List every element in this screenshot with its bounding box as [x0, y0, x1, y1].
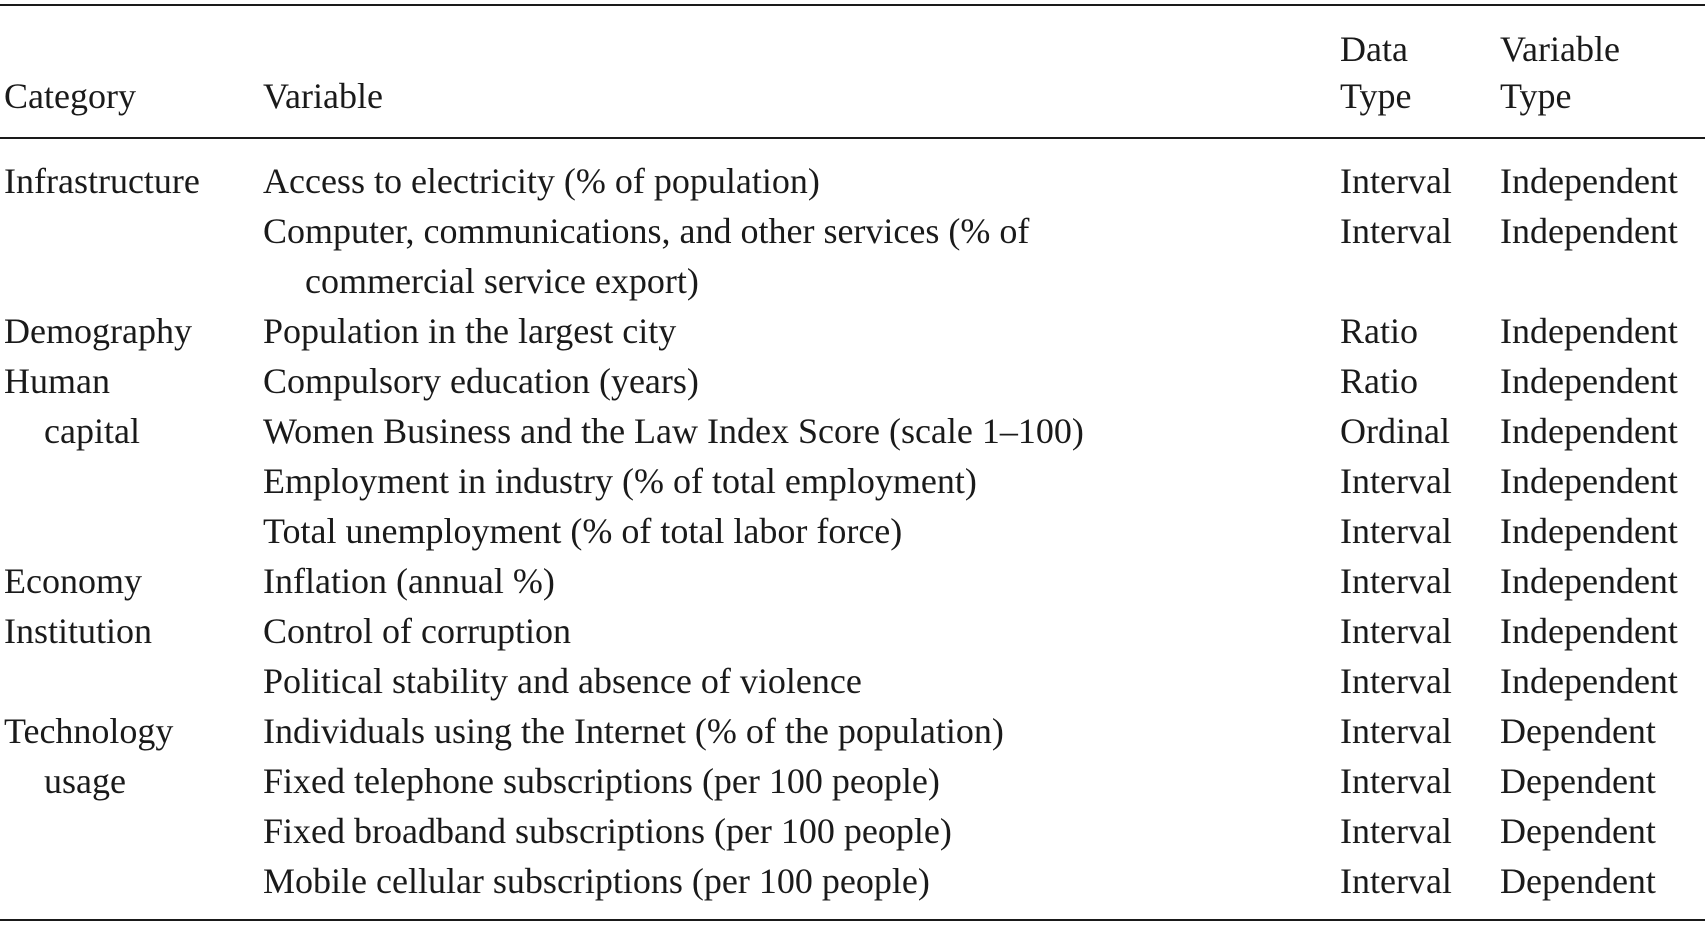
header-variable: Variable	[263, 76, 383, 116]
row-data-type: Interval	[1340, 161, 1452, 201]
row-variable: Individuals using the Internet (% of the population)	[263, 711, 1004, 751]
row-data-type: Interval	[1340, 511, 1452, 551]
table-bottom-rule	[0, 919, 1705, 921]
row-variable-type: Dependent	[1500, 761, 1656, 801]
row-category: Infrastructure	[4, 161, 200, 201]
row-data-type: Interval	[1340, 711, 1452, 751]
row-data-type: Ratio	[1340, 311, 1418, 351]
header-category: Category	[4, 76, 136, 116]
header-variable-type-line1: Variable	[1500, 29, 1620, 69]
row-variable-type: Dependent	[1500, 711, 1656, 751]
row-data-type: Interval	[1340, 211, 1452, 251]
row-data-type: Interval	[1340, 661, 1452, 701]
row-variable-type: Independent	[1500, 461, 1678, 501]
row-variable-type: Independent	[1500, 211, 1678, 251]
table-header-rule	[0, 137, 1705, 139]
row-variable: Population in the largest city	[263, 311, 677, 351]
row-variable-type: Independent	[1500, 361, 1678, 401]
row-variable-type: Independent	[1500, 311, 1678, 351]
row-variable-type: Dependent	[1500, 811, 1656, 851]
row-variable: Access to electricity (% of population)	[263, 161, 820, 201]
row-data-type: Interval	[1340, 561, 1452, 601]
row-variable: Employment in industry (% of total employment)	[263, 461, 977, 501]
row-category: Demography	[4, 311, 192, 351]
header-data-type-line1: Data	[1340, 29, 1408, 69]
row-data-type: Ratio	[1340, 361, 1418, 401]
row-variable: Inflation (annual %)	[263, 561, 555, 601]
row-variable-continuation: commercial service export)	[305, 261, 699, 301]
row-data-type: Interval	[1340, 611, 1452, 651]
row-data-type: Interval	[1340, 811, 1452, 851]
row-variable: Compulsory education (years)	[263, 361, 699, 401]
row-variable-type: Independent	[1500, 511, 1678, 551]
row-variable-type: Independent	[1500, 661, 1678, 701]
row-category: Human	[4, 361, 110, 401]
row-category: Technology	[4, 711, 174, 751]
row-variable-type: Independent	[1500, 411, 1678, 451]
row-variable-type: Independent	[1500, 561, 1678, 601]
row-category: Economy	[4, 561, 142, 601]
row-data-type: Interval	[1340, 761, 1452, 801]
row-variable: Mobile cellular subscriptions (per 100 people)	[263, 861, 930, 901]
row-category: Institution	[4, 611, 153, 651]
header-variable-type-line2: Type	[1500, 76, 1572, 116]
row-variable-type: Independent	[1500, 161, 1678, 201]
row-data-type: Interval	[1340, 861, 1452, 901]
row-variable: Total unemployment (% of total labor force)	[263, 511, 903, 551]
header-data-type-line2: Type	[1340, 76, 1412, 116]
row-variable: Computer, communications, and other services (% of	[263, 211, 1030, 251]
row-variable: Fixed telephone subscriptions (per 100 people)	[263, 761, 940, 801]
table-top-rule	[0, 4, 1705, 6]
row-variable-type: Dependent	[1500, 861, 1656, 901]
row-data-type: Interval	[1340, 461, 1452, 501]
row-variable: Political stability and absence of violence	[263, 661, 862, 701]
row-variable: Fixed broadband subscriptions (per 100 people)	[263, 811, 952, 851]
row-variable: Control of corruption	[263, 611, 571, 651]
row-data-type: Ordinal	[1340, 411, 1450, 451]
row-variable: Women Business and the Law Index Score (scale 1–100)	[263, 411, 1084, 451]
row-variable-type: Independent	[1500, 611, 1678, 651]
row-category-continuation: usage	[44, 761, 126, 801]
row-category-continuation: capital	[44, 411, 140, 451]
